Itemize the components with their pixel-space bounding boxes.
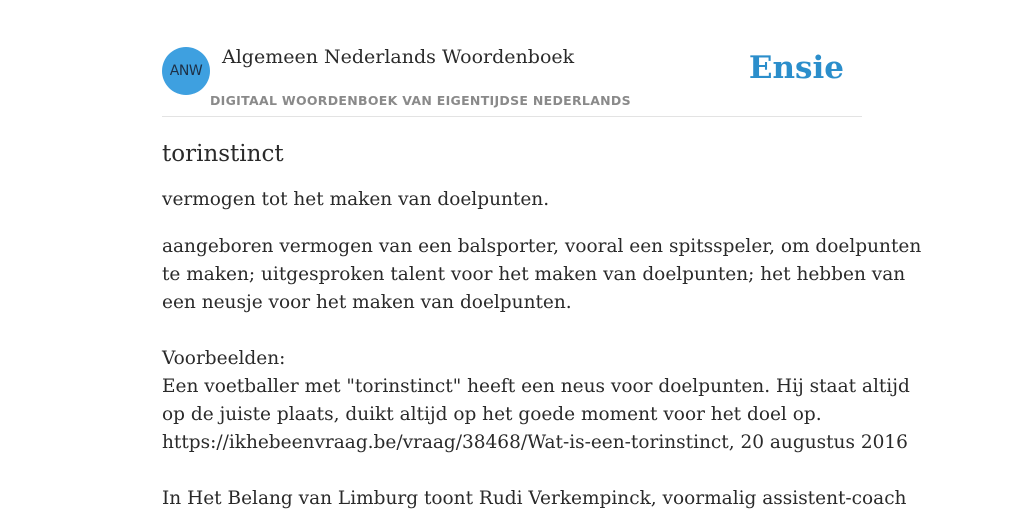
example-line: Een voetballer met "torinstinct" heeft een neus voor doelpunten. Hij staat altijd [162,376,910,397]
example-line: In Het Belang van Limburg toont Rudi Verkempinck, voormalig assistent-coach [162,488,907,509]
definition-line: te maken; uitgesproken talent voor het maken van doelpunten; het hebben van [162,264,906,285]
definition-line: een neusje voor het maken van doelpunten. [162,292,572,313]
examples-heading: Voorbeelden: [162,348,286,369]
headword: torinstinct [162,141,284,167]
site-title[interactable]: Algemeen Nederlands Woordenboek [222,46,575,68]
ensie-brand-link[interactable]: Ensie [748,50,844,86]
example-source-line: https://ikhebeenvraag.be/vraag/38468/Wat-is-een-torinstinct, 20 augustus 2016 [162,432,908,453]
spacer [162,457,862,485]
definition-line: aangeboren vermogen van een balsporter, vooral een spitsspeler, om doelpunten [162,236,922,257]
short-definition: vermogen tot het maken van doelpunten. [162,189,550,210]
long-definition [162,233,922,512]
example-line: op de juiste plaats, duikt altijd op het goede moment voor het doel op. [162,404,822,425]
site-subtitle: DIGITAAL WOORDENBOEK VAN EIGENTIJDSE NEDERLANDS [210,93,631,108]
anw-logo[interactable]: ANW [162,47,210,95]
site-header [162,46,862,117]
entry-content [162,136,922,512]
spacer [162,317,862,345]
